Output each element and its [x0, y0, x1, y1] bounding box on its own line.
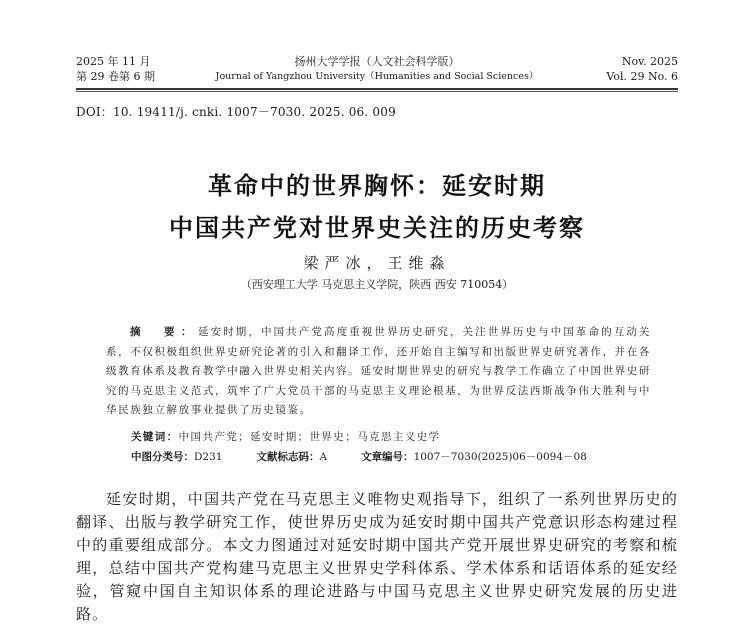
- header-right: [590, 54, 678, 84]
- classification-line: [131, 449, 587, 464]
- keywords-text: 中国共产党；延安时期；世界史；马克思主义史学: [178, 431, 441, 443]
- doc-code-value: A: [319, 451, 328, 463]
- abstract: [106, 323, 651, 421]
- volume-issue-en: Vol. 29 No. 6: [606, 70, 678, 83]
- article-title-line1: 革命中的世界胸怀：延安时期: [208, 172, 546, 200]
- keywords-label: 关键词：: [131, 431, 179, 443]
- abstract-label: 摘 要：: [130, 326, 198, 338]
- doi: DOI：10. 19411/j. cnki. 1007－7030. 2025. 06. 009: [76, 105, 396, 119]
- article-title-line2: 中国共产党对世界史关注的历史考察: [169, 214, 585, 242]
- doc-code-label: 文献标志码：: [256, 451, 320, 463]
- body-text: [76, 488, 678, 626]
- keywords: [131, 429, 440, 444]
- body-paragraph: 延安时期，中国共产党在马克思主义唯物史观指导下，组织了一系列世界历史的翻译、出版与教学研究工作，使世界历史成为延安时期中国共产党意识形态构建过程中的重要组成部分。本文力图通过对延安时期中国共产党开展世界史研究的考察和梳理，总结中国共产党构建马克思主义世界史学科体系、学术体系和话语体系的延安经验，管窥中国自主知识体系的理论进路与中国马克思主义世界史研究发展的历史进路。: [76, 490, 678, 623]
- clc-label: 中图分类号：: [131, 451, 194, 463]
- header-rule-thick: [76, 88, 678, 90]
- volume-issue-cn: 第 29 卷第 6 期: [76, 70, 155, 83]
- article-no-value: 1007－7030(2025)06－0094－08: [413, 451, 587, 463]
- article-no-label: 文章编号：: [361, 451, 414, 463]
- journal-name-cn: 扬州大学学报（人文社会科学版）: [294, 55, 460, 68]
- journal-name-en: Journal of Yangzhou University（Humanities and Social Sciences）: [215, 71, 539, 82]
- affiliation: （西安理工大学 马克思主义学院，陕西 西安 710054）: [240, 278, 514, 291]
- clc-value: D231: [194, 451, 223, 463]
- issue-date-cn: 2025 年 11 月: [76, 55, 151, 68]
- header-rule-thin: [76, 91, 678, 92]
- authors: 梁严冰，王维淼: [303, 254, 451, 272]
- abstract-text: 延安时期，中国共产党高度重视世界历史研究，关注世界历史与中国革命的互动关系，不仅积极组织世界史研究论著的引入和翻译工作，还开始自主编写和出版世界史研究著作，并在各级教育体系及教育教学中融入世界史相关内容。延安时期世界史的研究与教学工作确立了中国世界史研究的马克思主义范式，筑牢了广大党员干部的马克思主义理论根基，为世界反法西斯战争伟大胜利与中华民族独立解放事业提供了历史镜鉴。: [106, 326, 651, 416]
- issue-date-en: Nov. 2025: [621, 55, 678, 68]
